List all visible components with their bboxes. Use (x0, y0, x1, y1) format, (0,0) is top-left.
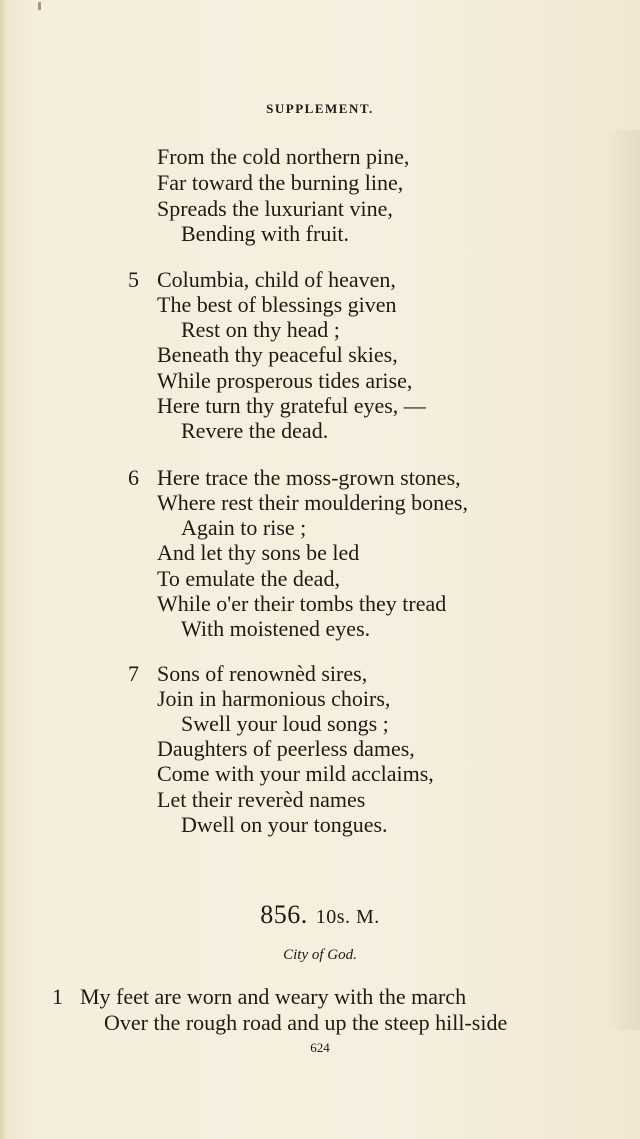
verse-line: Where rest their mouldering bones, (157, 490, 468, 515)
facing-page-bleed (606, 130, 640, 1030)
verse-line: My feet are worn and weary with the march (80, 984, 467, 1009)
verse-line: Columbia, child of heaven, (157, 267, 396, 292)
verse-line: Here trace the moss-grown stones, (157, 465, 461, 490)
verse-line: Swell your loud songs ; (181, 711, 389, 736)
verse-line: Join in harmonious choirs, (157, 686, 391, 711)
verse-line: Let their reverèd names (157, 787, 366, 812)
verse-line: The best of blessings given (157, 292, 397, 317)
stanza-number: 7 (128, 661, 139, 686)
stanza-number: 1 (52, 984, 63, 1009)
hymn-meter: 10s. M. (315, 906, 380, 928)
verse-line: Revere the dead. (181, 418, 329, 443)
verse-line: Sons of renownèd sires, (157, 661, 368, 686)
verse-line: From the cold northern pine, (157, 144, 410, 169)
verse-line: Again to rise ; (181, 515, 307, 540)
running-header: SUPPLEMENT. (266, 101, 374, 116)
verse-line: Bending with fruit. (181, 221, 350, 246)
verse-line: Come with your mild acclaims, (157, 761, 434, 786)
page-number: 624 (310, 1040, 330, 1055)
hymn-number: 856. (260, 900, 308, 929)
hymn-subtitle: City of God. (283, 947, 357, 963)
verse-line: Daughters of peerless dames, (157, 736, 415, 761)
verse-line: Rest on thy head ; (181, 317, 340, 342)
page-gutter-shadow (0, 0, 6, 1139)
verse-line: Dwell on your tongues. (181, 812, 388, 837)
verse-line: And let thy sons be led (157, 540, 360, 565)
verse-line: Over the rough road and up the steep hill-side (104, 1010, 508, 1035)
verse-line: Spreads the luxuriant vine, (157, 196, 393, 221)
verse-line: While o'er their tombs they tread (157, 591, 447, 616)
hymn-heading (0, 900, 640, 930)
stanza-number: 6 (128, 465, 139, 490)
verse-line: While prosperous tides arise, (157, 368, 413, 393)
print-mark (38, 2, 41, 10)
verse-line: With moistened eyes. (181, 616, 371, 641)
verse-line: Here turn thy grateful eyes, — (157, 393, 426, 418)
verse-line: To emulate the dead, (157, 566, 340, 591)
verse-line: Beneath thy peaceful skies, (157, 342, 398, 367)
stanza-number: 5 (128, 267, 139, 292)
verse-line: Far toward the burning line, (157, 170, 404, 195)
